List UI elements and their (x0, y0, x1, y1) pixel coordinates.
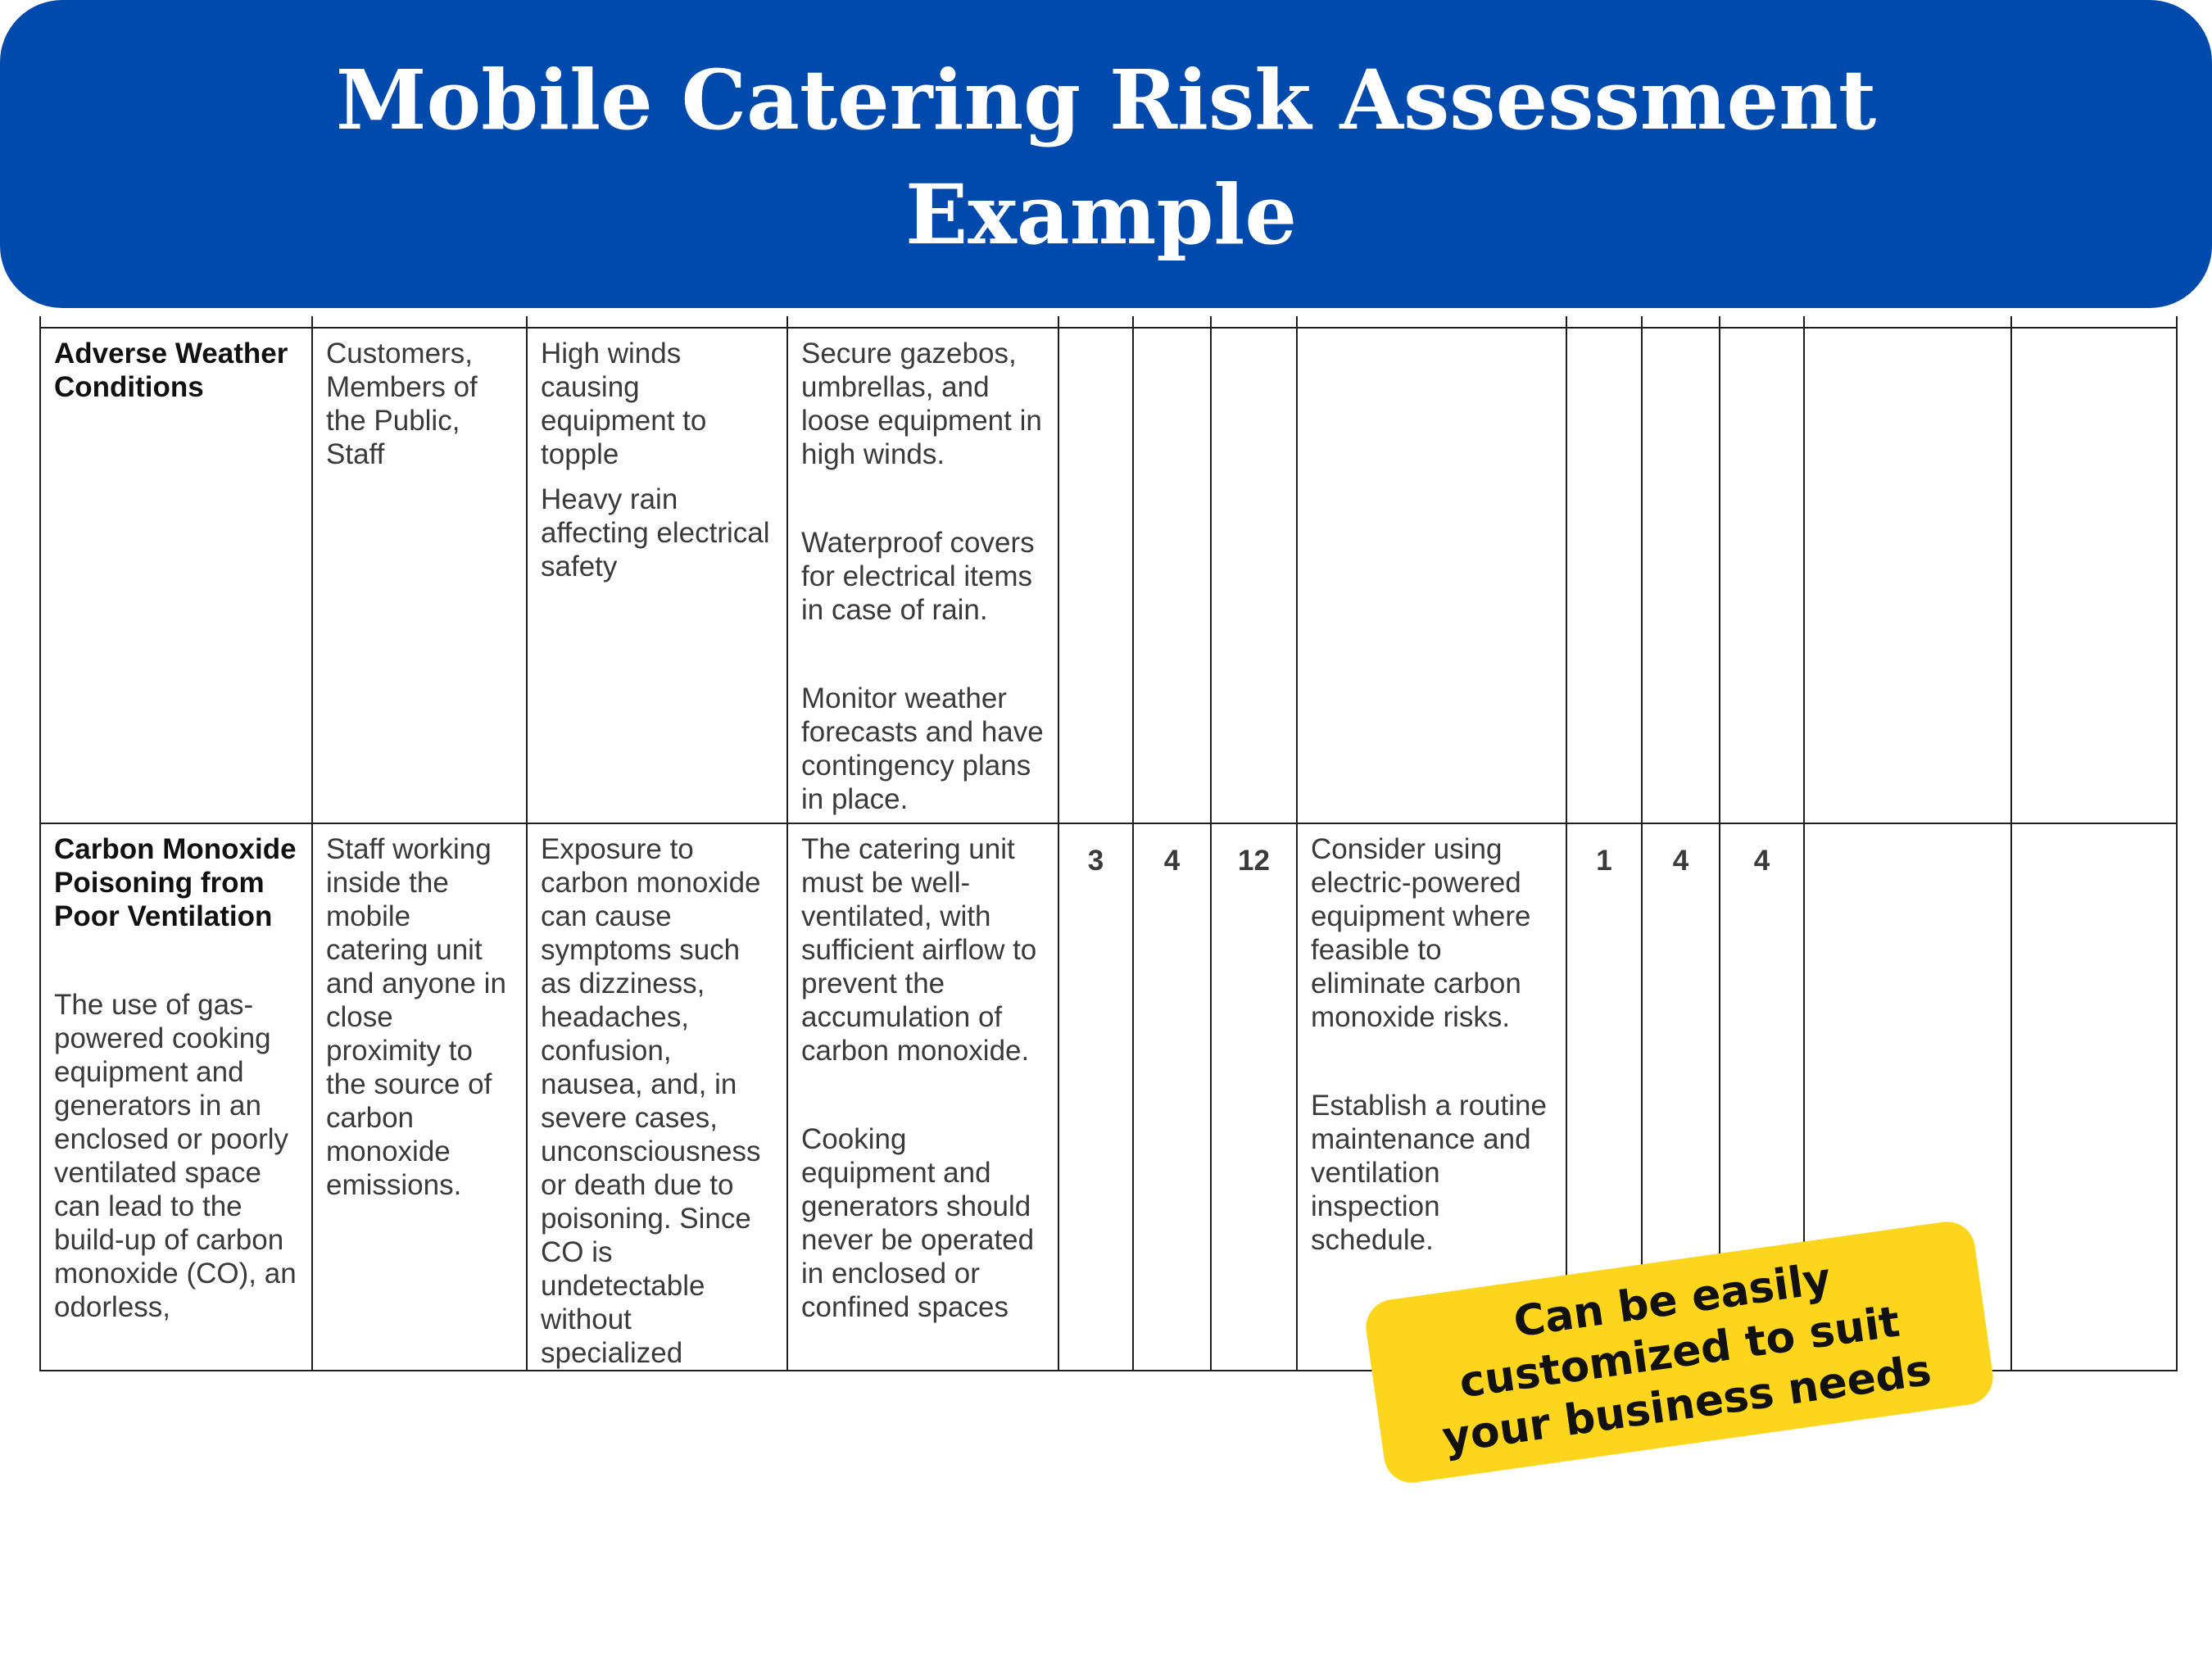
hazard-title: Carbon Monoxide Poisoning from Poor Ventilation (54, 833, 297, 932)
risk-text: Exposure to carbon monoxide can cause symptoms such as dizziness, headaches, confusion, nausea, and, in severe cases, unconsciousness or death due to poisoning. Since CO is undetectable without specialized (541, 833, 761, 1369)
table-row (40, 328, 2177, 823)
hazard-title: Adverse Weather Conditions (54, 338, 288, 403)
hazard-description: The use of gas-powered cooking equipment and generators in an enclosed or poorly ventilated space can lead to the build-up of carbon monoxide (CO), an odorless, (54, 989, 297, 1323)
severity-score: 4 (1133, 823, 1211, 1371)
residual-rating-cell (1720, 328, 1804, 823)
hazard-cell (40, 823, 312, 1371)
hazard-cell (40, 328, 312, 823)
risk-text: High winds causing equipment to topple (541, 338, 707, 470)
controls-cell (787, 823, 1058, 1371)
risk-cell (527, 328, 787, 823)
control-text: Secure gazebos, umbrellas, and loose equipment in high winds. (801, 338, 1042, 470)
control-text: Cooking equipment and generators should never be operated in enclosed or confined spaces (801, 1123, 1035, 1323)
residual-severity-score: 4 (1642, 823, 1720, 1371)
who-text: Customers, Members of the Public, Staff (326, 338, 478, 470)
risk-cell (527, 823, 787, 1371)
risk-text: Heavy rain affecting electrical safety (541, 483, 770, 582)
rating-cell (1211, 328, 1297, 823)
empty-cell (1804, 328, 2011, 823)
residual-likelihood-cell (1566, 328, 1642, 823)
severity-cell (1133, 328, 1211, 823)
risk-rating-score: 12 (1211, 823, 1297, 1371)
controls-cell (787, 328, 1058, 823)
residual-rating-score: 4 (1720, 823, 1804, 1371)
residual-likelihood-score: 1 (1566, 823, 1642, 1371)
empty-cell (2011, 328, 2177, 823)
likelihood-score: 3 (1058, 823, 1133, 1371)
control-text: The catering unit must be well-ventilated, with sufficient airflow to prevent the accumulation of carbon monoxide. (801, 833, 1037, 1067)
table-top-edge (40, 316, 2177, 328)
control-text: Monitor weather forecasts and have contingency plans in place. (801, 682, 1044, 815)
page-title (328, 36, 1884, 272)
residual-severity-cell (1642, 328, 1720, 823)
who-text: Staff working inside the mobile catering unit and anyone in close proximity to the source of carbon monoxide emissions. (326, 833, 506, 1201)
risk-assessment-table (39, 316, 2178, 1371)
further-action-text: Establish a routine maintenance and ventilation inspection schedule. (1311, 1090, 1547, 1256)
page-title-line-2: Example (905, 166, 1297, 263)
further-action-text: Consider using electric-powered equipment where feasible to eliminate carbon monoxide risks. (1311, 833, 1531, 1033)
title-banner (0, 0, 2212, 308)
page-title-line-1: Mobile Catering Risk Assessment (335, 52, 1877, 148)
who-cell (312, 823, 527, 1371)
empty-cell (2011, 823, 2177, 1371)
likelihood-cell (1058, 328, 1133, 823)
further-action-cell (1297, 328, 1566, 823)
control-text: Waterproof covers for electrical items in case of rain. (801, 527, 1035, 626)
sticker-text: Can be easily customized to suit your business needs (1439, 1253, 1934, 1463)
who-cell (312, 328, 527, 823)
